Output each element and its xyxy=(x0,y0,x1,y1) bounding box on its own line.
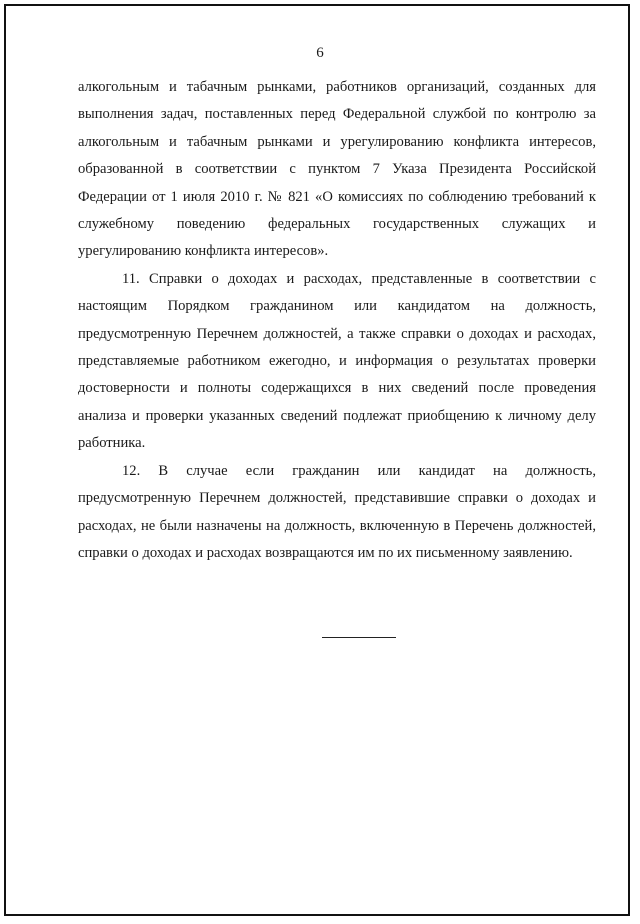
closing-rule xyxy=(322,637,396,638)
page-number: 6 xyxy=(316,45,324,61)
document-body xyxy=(78,74,596,567)
paragraph-item-12: 12. В случае если гражданин или кандидат на должность, предусмотренную Перечнем должностей, представившие справки о доходах и расходах, не были назначены на должность, включенную в Перечень должностей, справки о доходах и расходах возвращаются им по их письменному заявлению. xyxy=(78,462,596,561)
paragraph-item-11: 11. Справки о доходах и расходах, представленные в соответствии с настоящим Порядком гражданином или кандидатом на должность, предусмотренную Перечнем должностей, а также справки о доходах и расходах, представляемые работником ежегодно, и информация о результатах проверки достоверности и полноты содержащихся в них сведений после проведения анализа и проверки указанных сведений подлежат приобщению к личному делу работника. xyxy=(78,270,596,452)
paragraph-continuation: алкогольным и табачным рынками, работников организаций, созданных для выполнения задач, поставленных перед Федеральной службой по контролю за алкогольным и табачным рынками и урегулированию конфликта интересов, образованной в соответствии с пунктом 7 Указа Президента Российской Федерации от 1 июля 2010 г. № 821 «О комиссиях по соблюдению требований к служебному поведению федеральных государственных служащих и урегулированию конфликта интересов». xyxy=(78,79,596,260)
